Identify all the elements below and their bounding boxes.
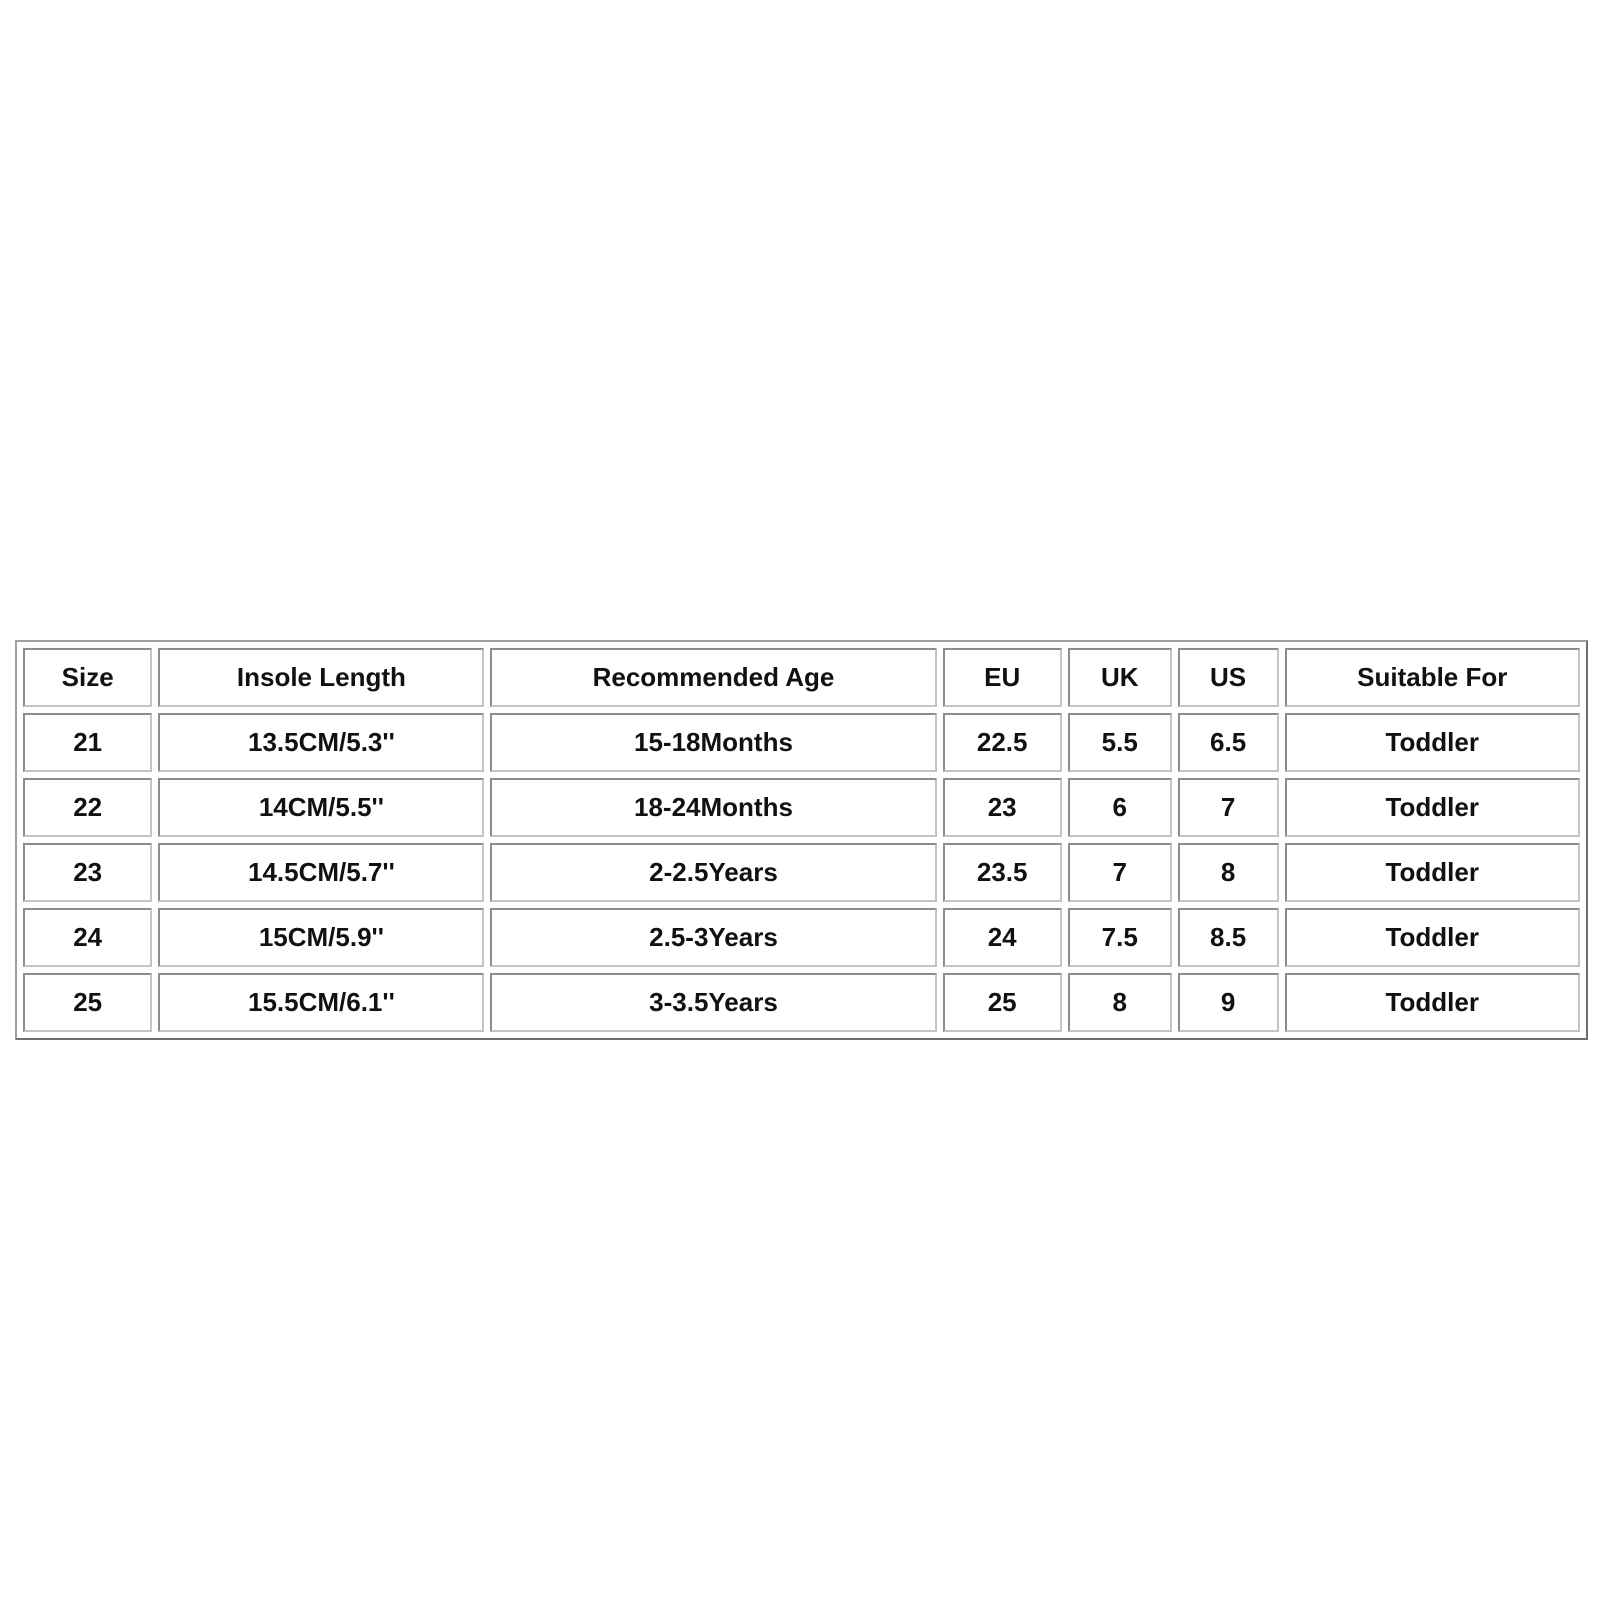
- cell-eu: 22.5: [943, 713, 1062, 772]
- cell-uk: 8: [1068, 973, 1172, 1032]
- cell-eu: 23: [943, 778, 1062, 837]
- cell-us: 8: [1178, 843, 1279, 902]
- cell-recommended-age: 2-2.5Years: [490, 843, 936, 902]
- cell-size: 22: [23, 778, 152, 837]
- cell-us: 9: [1178, 973, 1279, 1032]
- header-size: Size: [23, 648, 152, 707]
- cell-insole-length: 14CM/5.5'': [158, 778, 484, 837]
- cell-insole-length: 15.5CM/6.1'': [158, 973, 484, 1032]
- header-us: US: [1178, 648, 1279, 707]
- cell-insole-length: 15CM/5.9'': [158, 908, 484, 967]
- cell-size: 21: [23, 713, 152, 772]
- cell-suitable-for: Toddler: [1285, 713, 1580, 772]
- cell-insole-length: 13.5CM/5.3'': [158, 713, 484, 772]
- cell-suitable-for: Toddler: [1285, 908, 1580, 967]
- cell-suitable-for: Toddler: [1285, 843, 1580, 902]
- cell-size: 23: [23, 843, 152, 902]
- table-row: [23, 908, 1580, 967]
- header-row: [23, 648, 1580, 707]
- cell-suitable-for: Toddler: [1285, 973, 1580, 1032]
- cell-size: 24: [23, 908, 152, 967]
- cell-recommended-age: 2.5-3Years: [490, 908, 936, 967]
- header-uk: UK: [1068, 648, 1172, 707]
- cell-suitable-for: Toddler: [1285, 778, 1580, 837]
- cell-eu: 23.5: [943, 843, 1062, 902]
- table-row: [23, 713, 1580, 772]
- cell-eu: 24: [943, 908, 1062, 967]
- header-eu: EU: [943, 648, 1062, 707]
- table-row: [23, 778, 1580, 837]
- cell-us: 6.5: [1178, 713, 1279, 772]
- header-insole-length: Insole Length: [158, 648, 484, 707]
- cell-recommended-age: 3-3.5Years: [490, 973, 936, 1032]
- header-recommended-age: Recommended Age: [490, 648, 936, 707]
- cell-recommended-age: 15-18Months: [490, 713, 936, 772]
- cell-uk: 7.5: [1068, 908, 1172, 967]
- table-row: [23, 973, 1580, 1032]
- size-chart-table: [15, 640, 1588, 1040]
- header-suitable-for: Suitable For: [1285, 648, 1580, 707]
- table-row: [23, 843, 1580, 902]
- cell-eu: 25: [943, 973, 1062, 1032]
- cell-insole-length: 14.5CM/5.7'': [158, 843, 484, 902]
- cell-us: 7: [1178, 778, 1279, 837]
- cell-uk: 6: [1068, 778, 1172, 837]
- cell-size: 25: [23, 973, 152, 1032]
- cell-uk: 5.5: [1068, 713, 1172, 772]
- cell-uk: 7: [1068, 843, 1172, 902]
- cell-us: 8.5: [1178, 908, 1279, 967]
- cell-recommended-age: 18-24Months: [490, 778, 936, 837]
